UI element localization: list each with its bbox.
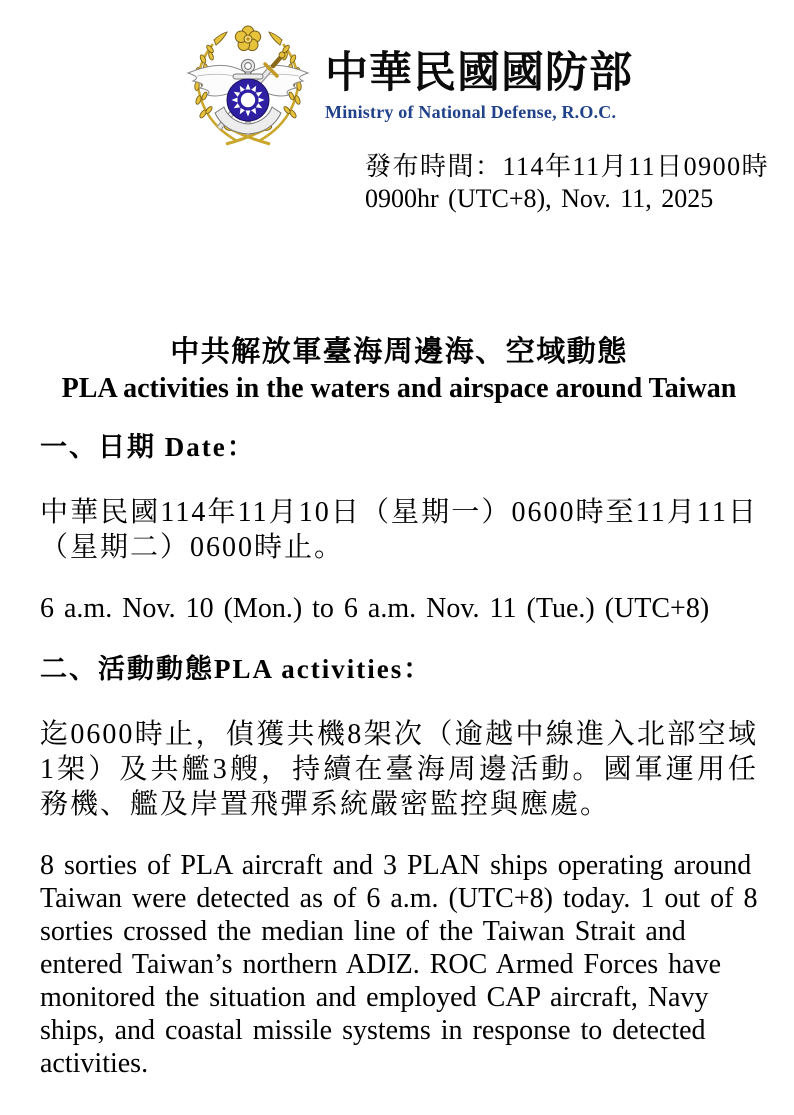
section-date-heading: 一、日期 Date： [40, 432, 256, 462]
doc-title-zh: 中共解放軍臺海周邊海、空域動態 [170, 336, 628, 368]
header [183, 24, 633, 147]
doc-body [40, 430, 758, 1107]
release-time-block [365, 151, 769, 215]
org-name-en: Ministry of National Defense, R.O.C. [325, 102, 617, 123]
section-activities-heading: 二、活動動態PLA activities： [40, 654, 433, 684]
mnd-emblem-icon [183, 24, 313, 147]
org-name-block [325, 24, 633, 123]
section-date-body-en: 6 a.m. Nov. 10 (Mon.) to 6 a.m. Nov. 11 (Tue.) (UTC+8) [40, 593, 710, 624]
doc-title [40, 334, 758, 407]
release-time-en: 0900hr (UTC+8), Nov. 11, 2025 [365, 184, 714, 213]
section-activities-body-zh: 迄0600時止，偵獲共機8架次（逾越中線進入北部空域1架）及共艦3艘，持續在臺海周邊活動。國軍運用任務機、艦及岸置飛彈系統嚴密監控與應處。 [40, 719, 758, 820]
release-time-zh: 發布時間：114年11月11日0900時 [365, 152, 770, 181]
section-date-body-zh: 中華民國114年11月10日（星期一）0600時至11月11日（星期二）0600時止。 [40, 497, 758, 563]
section-activities-body-en: 8 sorties of PLA aircraft and 3 PLAN ships operating around Taiwan were detected as of 6 a.m. (UTC+8) today. 1 out of 8 sorties crossed the median line of the Taiwan Strait and entered Taiwan’s northern ADIZ. ROC Armed Forces have monitored the situation and employed CAP aircraft, Navy ships, and coastal missile systems in response to detected activities. [40, 850, 758, 1079]
doc-title-en: PLA activities in the waters and airspace around Taiwan [61, 373, 737, 404]
org-name-zh: 中華民國國防部 [325, 50, 633, 97]
